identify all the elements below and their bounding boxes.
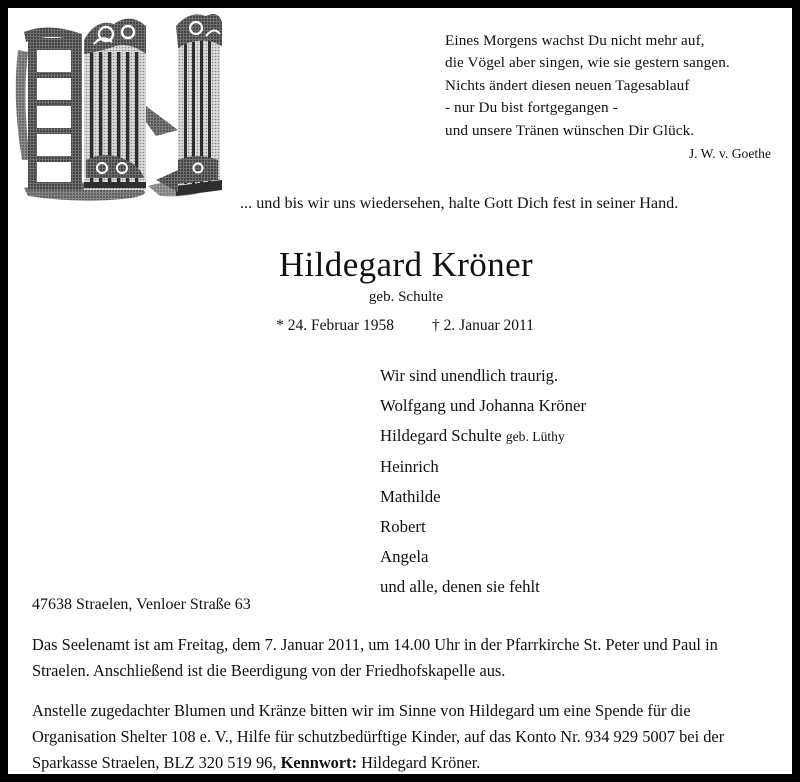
list-item bbox=[380, 452, 792, 482]
address-line: 47638 Straelen, Venloer Straße 63 bbox=[32, 596, 251, 613]
mourners-block bbox=[8, 361, 792, 602]
page-title: Hildegard Kröner bbox=[278, 245, 534, 284]
mourner-name: Heinrich bbox=[380, 457, 439, 476]
donation-details bbox=[32, 698, 768, 776]
poem-line: und unsere Tränen wünschen Dir Glück. bbox=[445, 121, 695, 139]
list-item bbox=[380, 542, 792, 572]
mourner-name: Robert bbox=[380, 517, 426, 536]
poem-line: Nichts ändert diesen neuen Tagesablauf bbox=[445, 76, 690, 94]
mourner-name: Wolfgang und Johanna Kröner bbox=[380, 396, 587, 415]
heaven-gate-icon bbox=[10, 10, 238, 210]
mourner-name: Angela bbox=[380, 547, 429, 566]
mourners-intro: Wir sind unendlich traurig. bbox=[380, 366, 559, 385]
list-item bbox=[380, 512, 792, 542]
list-item bbox=[380, 421, 792, 452]
footer-details bbox=[32, 594, 768, 776]
header-zone bbox=[8, 8, 792, 218]
poem-line: - nur Du bist fortgegangen - bbox=[445, 99, 618, 117]
list-item bbox=[380, 391, 792, 421]
life-dates bbox=[8, 315, 792, 337]
poem-author: J. W. v. Goethe bbox=[688, 146, 771, 162]
poem-line: Eines Morgens wachst Du nicht mehr auf, bbox=[445, 32, 705, 49]
list-item bbox=[380, 482, 792, 512]
donation-text-part1: Anstelle zugedachter Blumen und Kränze bitten wir im Sinne von Hildegard um eine Spende für die Organisation Shelter 108 e. V., Hilfe für schutzbedürftige Kinder, auf das Konto Nr. 934 929 5007 bei der Sparkasse Straelen, BLZ 320 519 96, bbox=[32, 701, 725, 772]
donation-text-part2: Hildegard Kröner. bbox=[357, 753, 481, 772]
mourner-name: Mathilde bbox=[380, 487, 441, 506]
poem-line: die Vögel aber singen, wie sie gestern sangen. bbox=[445, 54, 730, 72]
consolation-line: ... und bis wir uns wiedersehen, halte Gott Dich fest in seiner Hand. bbox=[240, 194, 679, 212]
mourner-name: Hildegard Schulte bbox=[380, 426, 502, 445]
poem-block bbox=[445, 30, 775, 164]
death-date: † 2. Januar 2011 bbox=[432, 317, 534, 334]
service-details: Das Seelenamt ist am Freitag, dem 7. Januar 2011, um 14.00 Uhr in der Pfarrkirche St. Peter und Paul in Straelen. Anschließend ist die Beerdigung von der Friedhofskapelle aus. bbox=[32, 635, 718, 680]
maiden-name: geb. Schulte bbox=[368, 289, 444, 305]
mourner-maiden-name: geb. Lüthy bbox=[505, 429, 565, 444]
donation-keyword-label: Kennwort: bbox=[280, 753, 358, 772]
birth-date: * 24. Februar 1958 bbox=[276, 317, 395, 334]
mourner-name: und alle, denen sie fehlt bbox=[380, 577, 540, 596]
deceased-name-block bbox=[8, 244, 792, 337]
